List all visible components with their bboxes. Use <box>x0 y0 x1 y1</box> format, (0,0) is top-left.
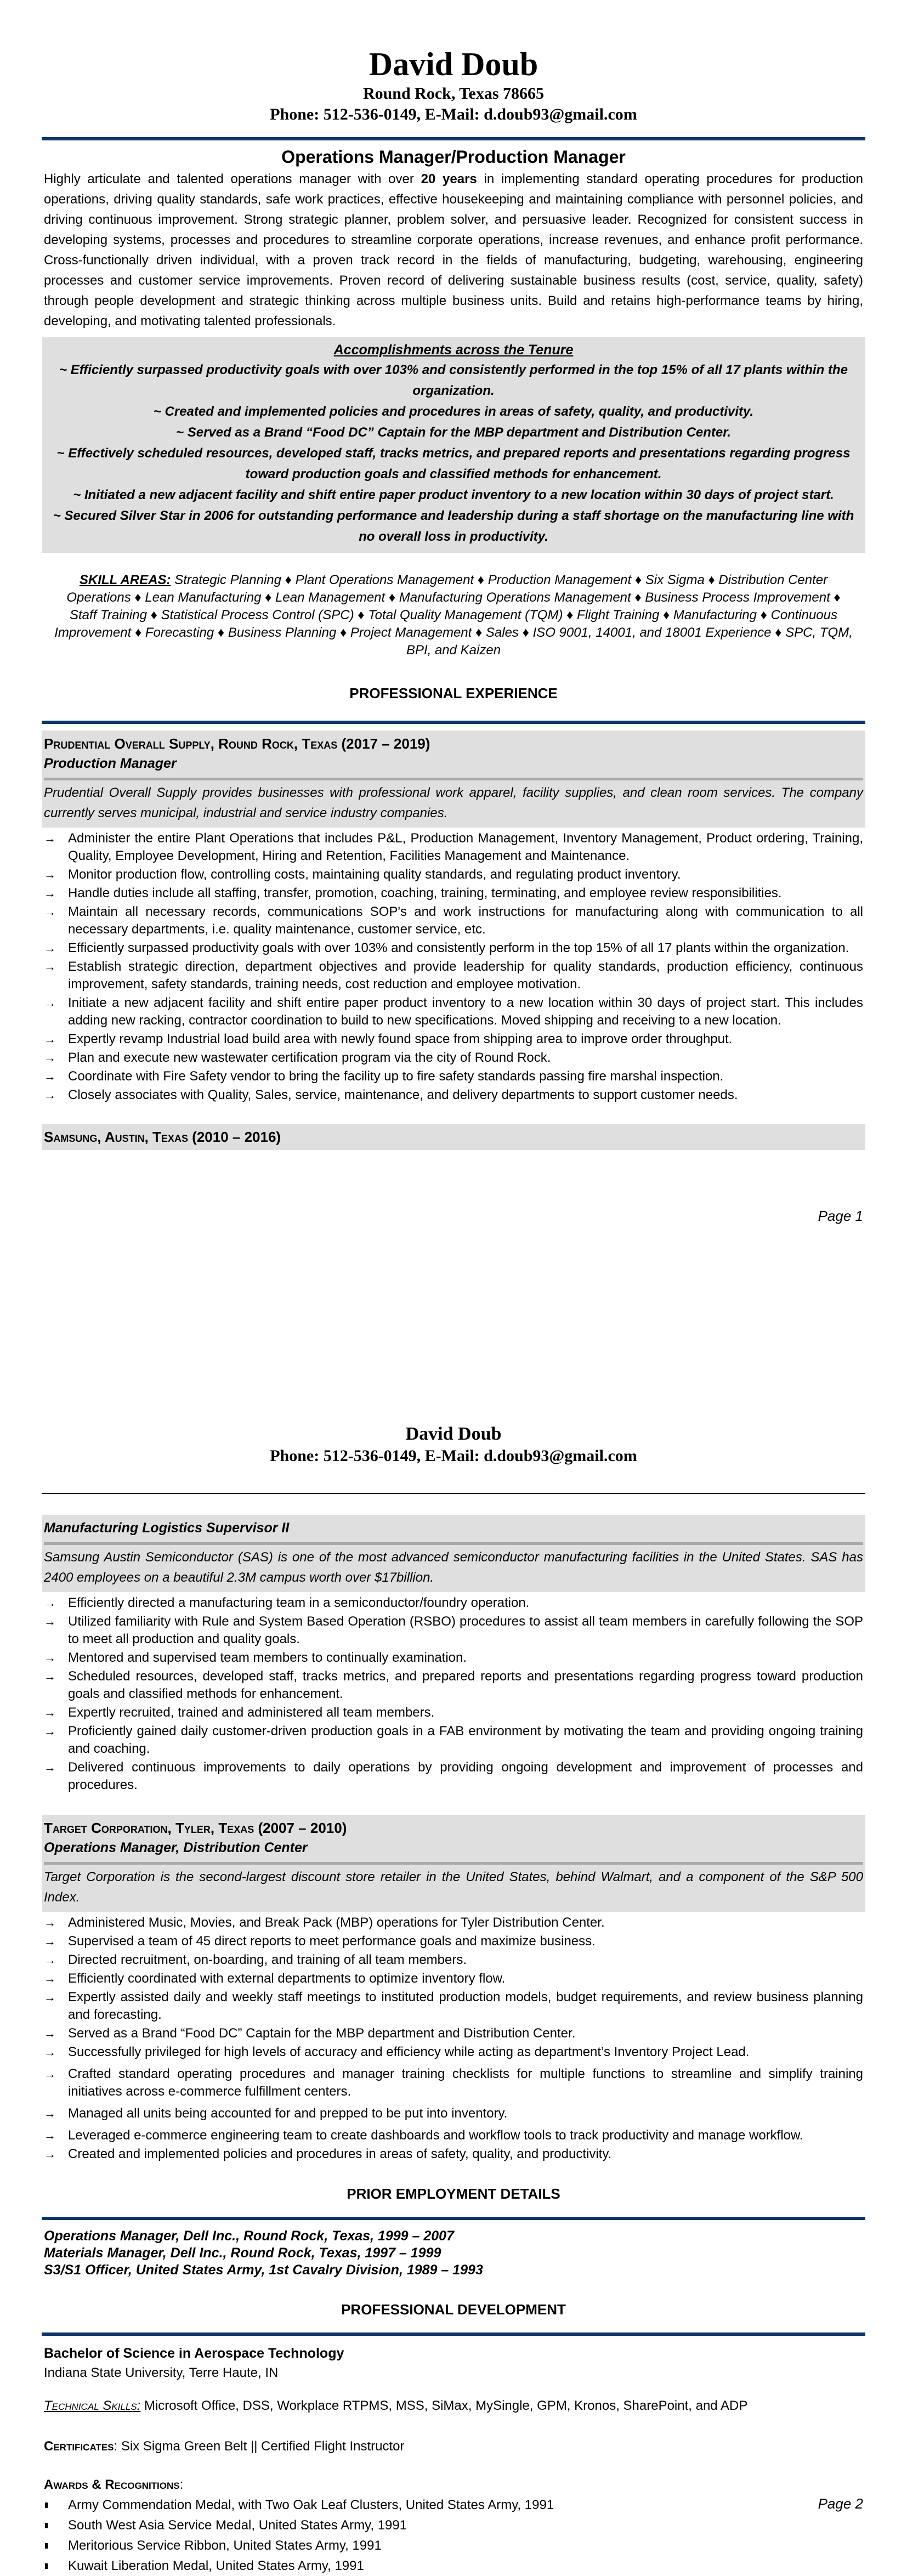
job-bullet <box>44 2105 863 2122</box>
bullet-text: Initiate a new adjacent facility and shift entire paper product inventory to a new location within 30 days of project start. This includes adding new racking, contractor coordination to build to new specifications. Moved shipping and receiving to a new location. <box>68 995 863 1028</box>
award-item <box>44 2535 863 2556</box>
certificates-list: : Six Sigma Green Belt || Certified Flight Instructor <box>114 2439 405 2454</box>
job-entry <box>44 1815 863 2163</box>
summary-text-rest: in implementing standard operating procedures for production operations, driving quality standards, safe work practices, effective housekeeping and maintaining compliance with personnel policies, and driving continuous improvement. Strong strategic planner, problem solver, and persuasive leader. Recognized for consistent success in developing systems, processes and procedures to streamline corporate operations, increase revenues, and enhance profit performance. Cross-functionally driven individual, with a proven track record in the fields of manufacturing, budgeting, warehousing, engineering processes and customer service improvements. Proven record of delivering sustainable business results (cost, service, quality, safety) through people development and strategic thinking across multiple business units. Build and retains high-performance teams by hiring, developing, and motivating talented professionals. <box>44 172 863 329</box>
job-bullet <box>44 830 863 865</box>
accomplishment-item: ~ Created and implemented policies and procedures in areas of safety, quality, and productivity. <box>153 404 754 419</box>
bullet-text: Establish strategic direction, department objectives and provide leadership for quality standards, production efficiency, continuous improvement, safety standards, training needs, cost reduction and employee motivation. <box>68 959 863 992</box>
arrow-right-icon: → <box>44 2045 56 2059</box>
job-header <box>42 1124 865 1150</box>
job-role: Manufacturing Logistics Supervisor II <box>44 1520 290 1536</box>
certificates <box>44 2438 863 2455</box>
job-bullet <box>44 1086 863 1104</box>
technical-skills <box>44 2397 863 2415</box>
job-header <box>42 1515 865 1592</box>
bullet-text: Supervised a team of 45 direct reports to meet performance goals and maximize business. <box>68 1934 596 1949</box>
page-number: Page 2 <box>818 2495 863 2512</box>
arrow-right-icon: → <box>44 996 56 1010</box>
awards-heading <box>44 2476 863 2494</box>
bullet-text: Coordinate with Fire Safety vendor to bring the facility up to fire safety standards passing fire marshal inspection. <box>68 1069 724 1084</box>
prior-employment-list <box>44 2228 863 2279</box>
page-number: Page 1 <box>818 1208 863 1224</box>
job-bullet <box>44 994 863 1029</box>
bullet-text: Created and implemented policies and procedures in areas of safety, quality, and productivity. <box>68 2147 612 2161</box>
bullet-text: Managed all units being accounted for and prepped to be put into inventory. <box>68 2106 508 2121</box>
arrow-right-icon: → <box>44 1069 56 1083</box>
award-item <box>44 2556 863 2576</box>
bullet-text: Expertly revamp Industrial load build area with newly found space from shipping area to improve order throughput. <box>68 1032 733 1046</box>
bullet-text: Directed recruitment, on-boarding, and training of all team members. <box>68 1952 467 1967</box>
skill-areas-list: Strategic Planning ♦ Plant Operations Management ♦ Production Management ♦ Six Sigma ♦ Distribution Center Operations ♦ Lean Manufacturing ♦ Lean Management ♦ Manufacturing Operations Management ♦ Business Process Improvement ♦ Staff Training ♦ Statistical Process Control (SPC) ♦ Total Quality Management (TQM) ♦ Flight Training ♦ Manufacturing ♦ Continuous Improvement ♦ Forecasting ♦ Business Planning ♦ Project Management ♦ Sales ♦ ISO 9001, 14001, and 18001 Experience ♦ SPC, TQM, BPI, and Kaizen <box>54 573 853 658</box>
job-bullet <box>44 903 863 938</box>
arrow-right-icon: → <box>44 831 56 845</box>
candidate-name: David Doub <box>369 46 538 82</box>
job-header <box>42 1815 865 1912</box>
arrow-right-icon: → <box>44 2128 56 2142</box>
award-text: Army Commendation Medal, with Two Oak Leaf Clusters, United States Army, 1991 <box>68 2498 554 2512</box>
arrow-right-icon: → <box>44 1760 56 1774</box>
arrow-right-icon: → <box>44 2147 56 2161</box>
arrow-right-icon: → <box>44 1088 56 1102</box>
arrow-right-icon: → <box>44 1032 56 1046</box>
arrow-right-icon: → <box>44 886 56 900</box>
job-header <box>42 731 865 828</box>
section-title-prior-employment: PRIOR EMPLOYMENT DETAILS <box>347 2186 560 2202</box>
section-divider <box>42 2217 865 2220</box>
job-bullet <box>44 1049 863 1067</box>
job-bullets <box>44 830 863 1104</box>
accomplishment-item: ~ Efficiently surpassed productivity goals with over 103% and consistently performed in the top 15% of all 17 plants within the organization. <box>59 363 848 398</box>
arrow-right-icon: → <box>44 2107 56 2120</box>
job-bullet <box>44 2127 863 2144</box>
bullet-text: Utilized familiarity with Rule and System Based Operation (RSBO) procedures to assist all team members in carefully following the SOP to meet all production and quality goals. <box>68 1614 863 1646</box>
arrow-right-icon: → <box>44 1990 56 2004</box>
job-entry <box>44 731 863 1104</box>
job-bullet <box>44 2025 863 2042</box>
job-bullet <box>44 2145 863 2163</box>
job-bullet <box>44 958 863 993</box>
summary-text-start: Highly articulate and talented operations manager with over <box>44 172 421 186</box>
job-bullet <box>44 1759 863 1794</box>
arrow-right-icon: → <box>44 1051 56 1065</box>
accomplishment-item: ~ Initiated a new adjacent facility and shift entire paper product inventory to a new location within 30 days of project start. <box>73 488 834 502</box>
technical-skills-label: Technical Skills: <box>44 2398 141 2413</box>
arrow-right-icon: → <box>44 905 56 919</box>
skill-areas-label: SKILL AREAS: <box>79 573 171 587</box>
job-bullets <box>44 1914 863 2163</box>
job-role: Operations Manager, Distribution Center <box>44 1840 308 1855</box>
arrow-right-icon: → <box>44 2067 56 2081</box>
job-bullet <box>44 1594 863 1612</box>
job-description: Target Corporation is the second-largest discount store retailer in the United States, behind Walmart, and a component of the S&P 500 Index. <box>44 1870 863 1905</box>
accomplishment-item: ~ Effectively scheduled resources, developed staff, tracks metrics, and prepared reports and presentations regarding progress toward production goals and classified methods for enhancement. <box>56 446 851 482</box>
resume-page-2 <box>0 1281 907 2573</box>
arrow-right-icon: → <box>44 960 56 973</box>
job-bullet <box>44 885 863 902</box>
job-bullet <box>44 1613 863 1648</box>
bullet-text: Expertly assisted daily and weekly staff meetings to instituted production models, budget requirements, and review business planning and forecasting. <box>68 1990 863 2022</box>
job-bullet <box>44 1068 863 1085</box>
section-divider <box>42 2332 865 2336</box>
bullet-text: Mentored and supervised team members to continually examination. <box>68 1650 467 1665</box>
arrow-right-icon: → <box>44 2026 56 2040</box>
job-bullet <box>44 1704 863 1722</box>
section-title-experience: PROFESSIONAL EXPERIENCE <box>349 685 558 701</box>
candidate-name: David Doub <box>405 1424 502 1444</box>
accomplishment-item: ~ Secured Silver Star in 2006 for outstanding performance and leadership during a staff shortage on the manufacturing line with no overall loss in productivity. <box>53 508 854 544</box>
job-divider <box>44 778 863 780</box>
prior-job: Materials Manager, Dell Inc., Round Rock, Texas, 1997 – 1999 <box>44 2245 441 2261</box>
job-company: Samsung, Austin, Texas (2010 – 2016) <box>44 1129 281 1145</box>
job-bullet <box>44 1989 863 2024</box>
arrow-right-icon: → <box>44 1669 56 1683</box>
bullet-text: Leveraged e-commerce engineering team to create dashboards and workflow tools to track productivity and manage workflow. <box>68 2128 803 2143</box>
arrow-right-icon: → <box>44 1651 56 1665</box>
job-bullet <box>44 1970 863 1988</box>
headline: Operations Manager/Production Manager <box>281 147 626 167</box>
bullet-text: Served as a Brand “Food DC” Captain for the MBP department and Distribution Center. <box>68 2026 576 2041</box>
job-divider <box>44 1542 863 1545</box>
job-description: Samsung Austin Semiconductor (SAS) is one of the most advanced semiconductor manufacturing facilities in the United States. SAS has 2400 employees on a beautiful 2.3M campus worth over $17billion. <box>44 1550 863 1585</box>
job-bullet <box>44 1031 863 1048</box>
job-bullet <box>44 2065 863 2101</box>
bullet-text: Scheduled resources, developed staff, tracks metrics, and prepared reports and presentations regarding progress toward production goals and classified methods for enhancement. <box>68 1669 863 1701</box>
header-divider <box>42 137 865 140</box>
award-text: South West Asia Service Medal, United States Army, 1991 <box>68 2518 407 2533</box>
education-school: Indiana State University, Terre Haute, IN <box>44 2365 279 2380</box>
job-description: Prudential Overall Supply provides businesses with professional work apparel, facility supplies, and clean room services. The company currently serves municipal, industrial and service industry companies. <box>44 785 863 820</box>
candidate-contact: Phone: 512-536-0149, E-Mail: d.doub93@gmail.com <box>270 1447 637 1465</box>
job-bullet <box>44 2043 863 2061</box>
job-bullet <box>44 1914 863 1932</box>
arrow-right-icon: → <box>44 1934 56 1948</box>
summary <box>44 169 863 331</box>
job-company: Prudential Overall Supply, Round Rock, Texas (2017 – 2019) <box>44 735 430 752</box>
bullet-text: Administer the entire Plant Operations that includes P&L, Production Management, Inventory Management, Product ordering, Training, Quality, Employee Development, Hiring and Retention, Facilities Management and Maintenance. <box>68 831 863 863</box>
bullet-text: Plan and execute new wastewater certification program via the city of Round Rock. <box>68 1050 551 1065</box>
accomplishment-item: ~ Served as a Brand “Food DC” Captain for the MBP department and Distribution Center. <box>176 425 731 440</box>
accomplishments-box <box>42 337 865 553</box>
award-text: Meritorious Service Ribbon, United States Army, 1991 <box>68 2538 382 2553</box>
job-bullet <box>44 1649 863 1667</box>
job-bullet <box>44 1723 863 1758</box>
arrow-right-icon: → <box>44 868 56 881</box>
job-bullet <box>44 866 863 884</box>
bullet-text: Maintain all necessary records, communications SOP's and work instructions for manufacturing along with communication to all necessary departments, i.e. quality maintenance, customer service, etc. <box>68 904 863 937</box>
certificates-label: Certificates <box>44 2439 114 2454</box>
technical-skills-list: Microsoft Office, DSS, Workplace RTPMS, MSS, SiMax, MySingle, GPM, Kronos, SharePoint, and ADP <box>140 2398 748 2413</box>
bullet-text: Efficiently coordinated with external departments to optimize inventory flow. <box>68 1971 506 1986</box>
arrow-right-icon: → <box>44 1916 56 1929</box>
bullet-text: Administered Music, Movies, and Break Pack (MBP) operations for Tyler Distribution Center. <box>68 1915 605 1930</box>
square-bullet-icon <box>45 2503 48 2508</box>
education-degree: Bachelor of Science in Aerospace Technology <box>44 2346 344 2361</box>
award-item <box>44 2515 863 2535</box>
candidate-address: Round Rock, Texas 78665 <box>362 84 545 103</box>
resume-page-1 <box>0 0 907 1281</box>
bullet-text: Proficiently gained daily customer-driven production goals in a FAB environment by motivating the team and providing ongoing training and coaching. <box>68 1724 863 1756</box>
arrow-right-icon: → <box>44 1972 56 1985</box>
job-entry <box>44 1515 863 1794</box>
bullet-text: Handle duties include all staffing, transfer, promotion, coaching, training, terminating, and employee review responsibilities. <box>68 886 782 901</box>
job-bullets <box>44 1594 863 1794</box>
bullet-text: Monitor production flow, controlling costs, maintaining quality standards, and regulating product inventory. <box>68 867 681 882</box>
arrow-right-icon: → <box>44 1706 56 1719</box>
job-bullet <box>44 1933 863 1950</box>
award-item <box>44 2495 863 2515</box>
bullet-text: Expertly recruited, trained and administered all team members. <box>68 1705 435 1720</box>
job-bullet <box>44 939 863 957</box>
bullet-text: Successfully privileged for high levels of accuracy and efficiency while acting as department’s Inventory Project Lead. <box>68 2045 750 2059</box>
job-role: Production Manager <box>44 756 177 771</box>
bullet-text: Efficiently directed a manufacturing team in a semiconductor/foundry operation. <box>68 1595 530 1610</box>
summary-emphasis: 20 years <box>421 172 477 186</box>
arrow-right-icon: → <box>44 1953 56 1967</box>
arrow-right-icon: → <box>44 941 56 955</box>
skill-areas <box>53 571 854 659</box>
arrow-right-icon: → <box>44 1615 56 1628</box>
accomplishments-title: Accomplishments across the Tenure <box>333 342 574 358</box>
bullet-text: Closely associates with Quality, Sales, service, maintenance, and delivery departments to support customer needs. <box>68 1088 738 1102</box>
job-bullet <box>44 1668 863 1703</box>
job-bullet <box>44 1951 863 1969</box>
job-company: Target Corporation, Tyler, Texas (2007 – 2010) <box>44 1820 347 1836</box>
arrow-right-icon: → <box>44 1724 56 1738</box>
bullet-text: Delivered continuous improvements to daily operations by providing ongoing development and improvement of processes and procedures. <box>68 1760 863 1792</box>
awards-colon: : <box>179 2477 184 2492</box>
square-bullet-icon <box>45 2523 48 2528</box>
candidate-contact: Phone: 512-536-0149, E-Mail: d.doub93@gmail.com <box>270 105 637 123</box>
prior-job: S3/S1 Officer, United States Army, 1st Cavalry Division, 1989 – 1993 <box>44 2262 483 2278</box>
job-divider <box>44 1862 863 1865</box>
awards-label: Awards & Recognitions <box>44 2477 180 2492</box>
prior-job: Operations Manager, Dell Inc., Round Rock, Texas, 1999 – 2007 <box>44 2228 454 2244</box>
bullet-text: Crafted standard operating procedures and manager training checklists for multiple functions to streamline and simplify training initiatives across e-commerce fulfillment centers. <box>68 2067 863 2099</box>
section-title-development: PROFESSIONAL DEVELOPMENT <box>341 2301 566 2318</box>
bullet-text: Efficiently surpassed productivity goals with over 103% and consistently perform in the top 15% of all 17 plants within the organization. <box>68 941 849 955</box>
awards-list <box>44 2495 863 2576</box>
square-bullet-icon <box>45 2543 48 2549</box>
arrow-right-icon: → <box>44 1596 56 1610</box>
award-text: Kuwait Liberation Medal, United States Army, 1991 <box>68 2558 364 2573</box>
